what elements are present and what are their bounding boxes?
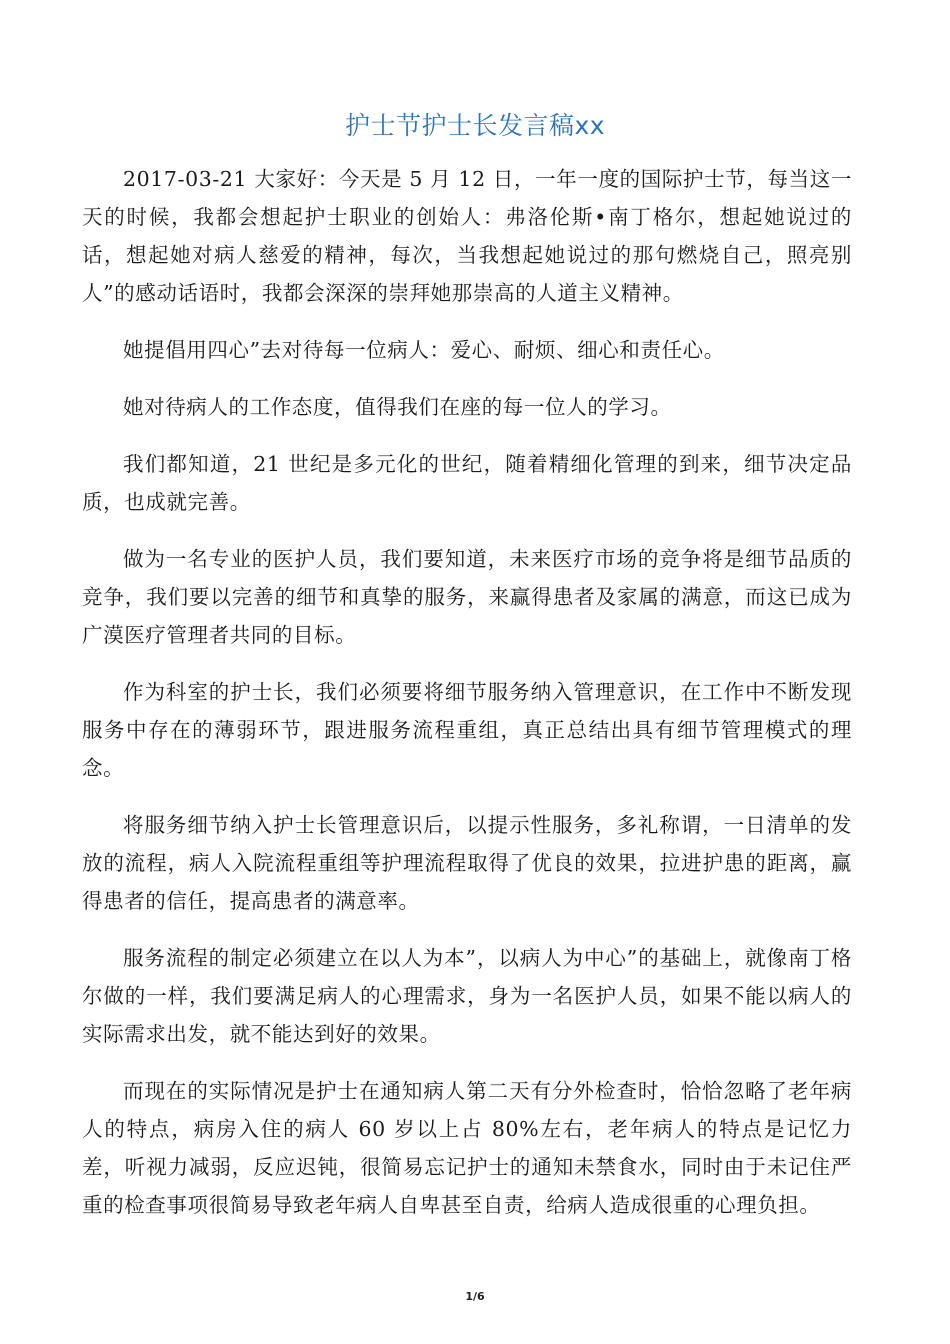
paragraph-1: 2017-03-21 大家好：今天是 5 月 12 日，一年一度的国际护士节，每当这一天的时候，我都会想起护士职业的创始人：弗洛伦斯•南丁格尔，想起她说过的话，想起她对病人慈爱的精神，每次，当我想起她说过的那句燃烧自己，照亮别人”的感动话语时，我都会深深的崇拜她那崇高的人道主义精神。 <box>82 167 852 305</box>
paragraph-8: 服务流程的制定必须建立在以人为本”，以病人为中心”的基础上，就像南丁格尔做的一样，我们要满足病人的心理需求，身为一名医护人员，如果不能以病人的实际需求出发，就不能达到好的效果。 <box>82 946 852 1046</box>
document-title: 护士节护士长发言稿xx <box>344 111 606 140</box>
paragraph-2: 她提倡用四心”去对待每一位病人：爱心、耐烦、细心和责任心。 <box>123 338 725 362</box>
page-number: 1/6 <box>465 1290 485 1303</box>
document-body <box>82 160 852 1243</box>
paragraph-9: 而现在的实际情况是护士在通知病人第二天有分外检查时，恰恰忽略了老年病人的特点，病房入住的病人 60 岁以上占 80%左右，老年病人的特点是记忆力差，听视力减弱，反应迟钝，很简易忘记护士的通知未禁食水，同时由于未记住严重的检查事项很简易导致老年病人自卑甚至自责，给病人造成很重的心理负担。 <box>82 1079 852 1217</box>
paragraph-5: 做为一名专业的医护人员，我们要知道，未来医疗市场的竞争将是细节品质的竞争，我们要以完善的细节和真挚的服务，来赢得患者及家属的满意，而这已成为广漠医疗管理者共同的目标。 <box>82 547 852 647</box>
paragraph-7: 将服务细节纳入护士长管理意识后，以提示性服务，多礼称谓，一日清单的发放的流程，病人入院流程重组等护理流程取得了优良的效果，拉进护患的距离，赢得患者的信任，提高患者的满意率。 <box>82 813 852 913</box>
paragraph-3: 她对待病人的工作态度，值得我们在座的每一位人的学习。 <box>123 395 672 419</box>
paragraph-4: 我们都知道，21 世纪是多元化的世纪，随着精细化管理的到来，细节决定品质，也成就完善。 <box>82 452 852 514</box>
paragraph-6: 作为科室的护士长，我们必须要将细节服务纳入管理意识，在工作中不断发现服务中存在的薄弱环节，跟进服务流程重组，真正总结出具有细节管理模式的理念。 <box>82 680 852 780</box>
